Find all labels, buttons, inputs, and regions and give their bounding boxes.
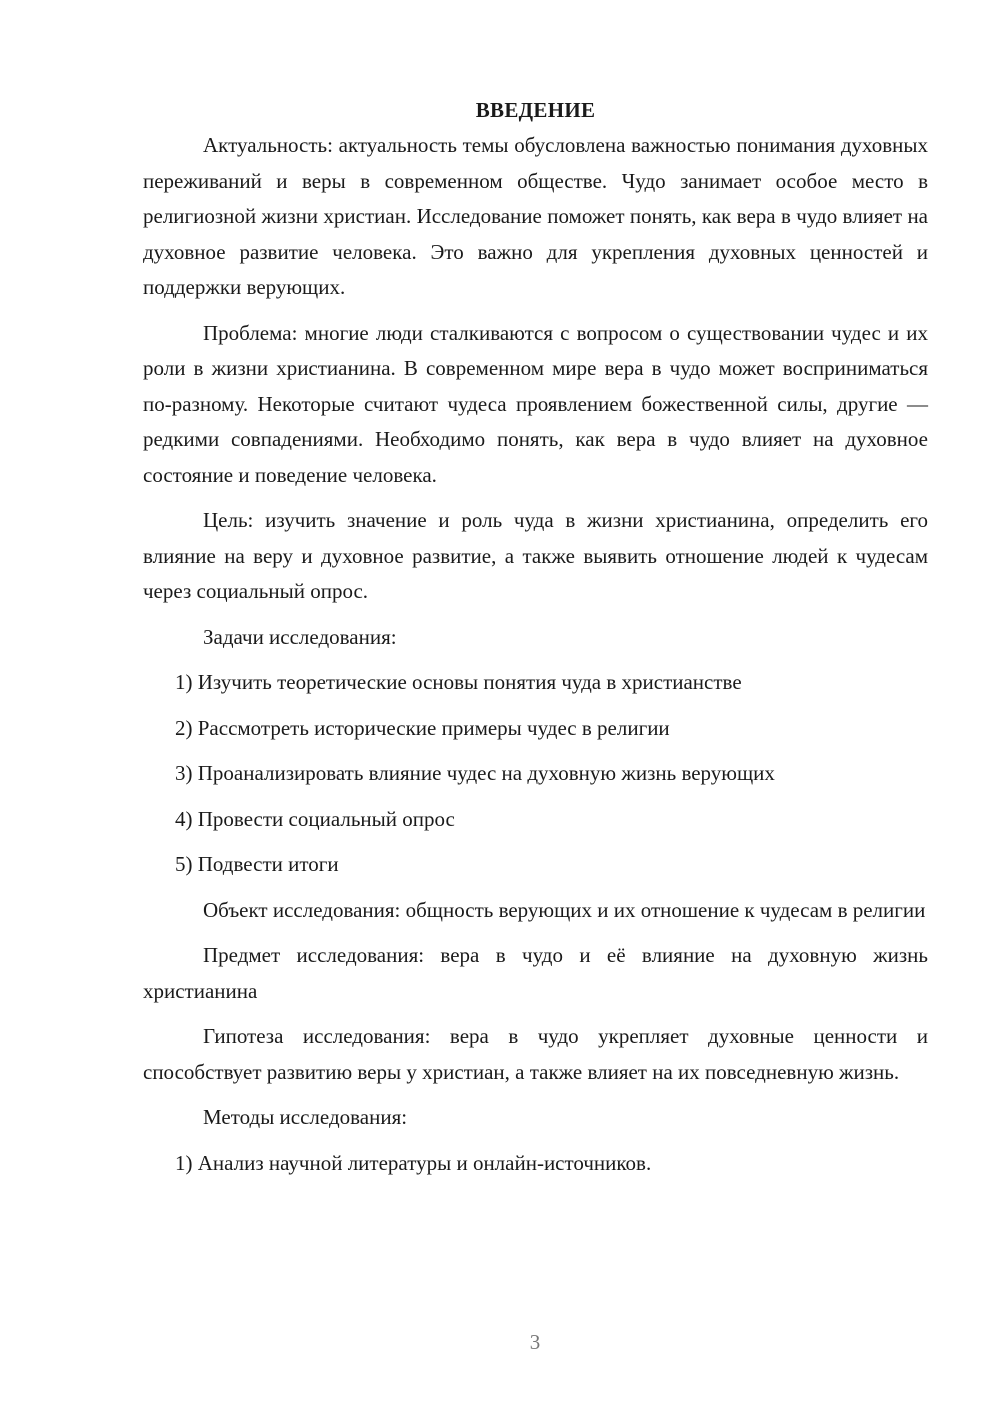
page-number: 3: [529, 1330, 541, 1354]
problem-paragraph: Проблема: многие люди сталкиваются с вопросом о существовании чудес и их роли в жизни христианина. В современном мире вера в чудо может восприниматься по-разному. Некоторые считают чудеса проявлением божественной силы, другие — редкими совпадениями. Необходимо понять, как вера в чудо влияет на духовное состояние и поведение человека.: [143, 320, 928, 487]
methods-heading: Методы исследования:: [203, 1105, 408, 1129]
object-paragraph: Объект исследования: общность верующих и их отношение к чудесам в религии: [203, 897, 926, 922]
tasks-heading: Задачи исследования:: [203, 624, 397, 649]
document-page: [143, 92, 928, 1191]
goal-paragraph: Цель: изучить значение и роль чуда в жизни христианина, определить его влияние на веру и духовное развитие, а также выявить отношение людей к чудесам через социальный опрос.: [143, 508, 928, 603]
relevance-paragraph: Актуальность: актуальность темы обусловлена важностью понимания духовных переживаний и веры в современном обществе. Чудо занимает особое место в религиозной жизни христиан. Исследование поможет понять, как вера в чудо влияет на духовное развитие человека. Это важно для укрепления духовных ценностей и поддержки верующих.: [143, 133, 928, 299]
method-item: 1) Анализ научной литературы и онлайн-источников.: [175, 1150, 652, 1175]
section-title: ВВЕДЕНИЕ: [475, 98, 596, 122]
task-item: 4) Провести социальный опрос: [175, 806, 455, 831]
task-item: 1) Изучить теоретические основы понятия чуда в христианстве: [175, 670, 742, 694]
task-item: 3) Проанализировать влияние чудес на духовную жизнь верующих: [175, 761, 775, 785]
subject-paragraph: Предмет исследования: вера в чудо и её влияние на духовную жизнь христианина: [143, 943, 928, 1003]
hypothesis-paragraph: Гипотеза исследования: вера в чудо укрепляет духовные ценности и способствует развитию веры у христиан, а также влияет на их повседневную жизнь.: [143, 1024, 928, 1084]
task-item: 2) Рассмотреть исторические примеры чудес в религии: [175, 715, 670, 740]
task-item: 5) Подвести итоги: [175, 852, 339, 876]
